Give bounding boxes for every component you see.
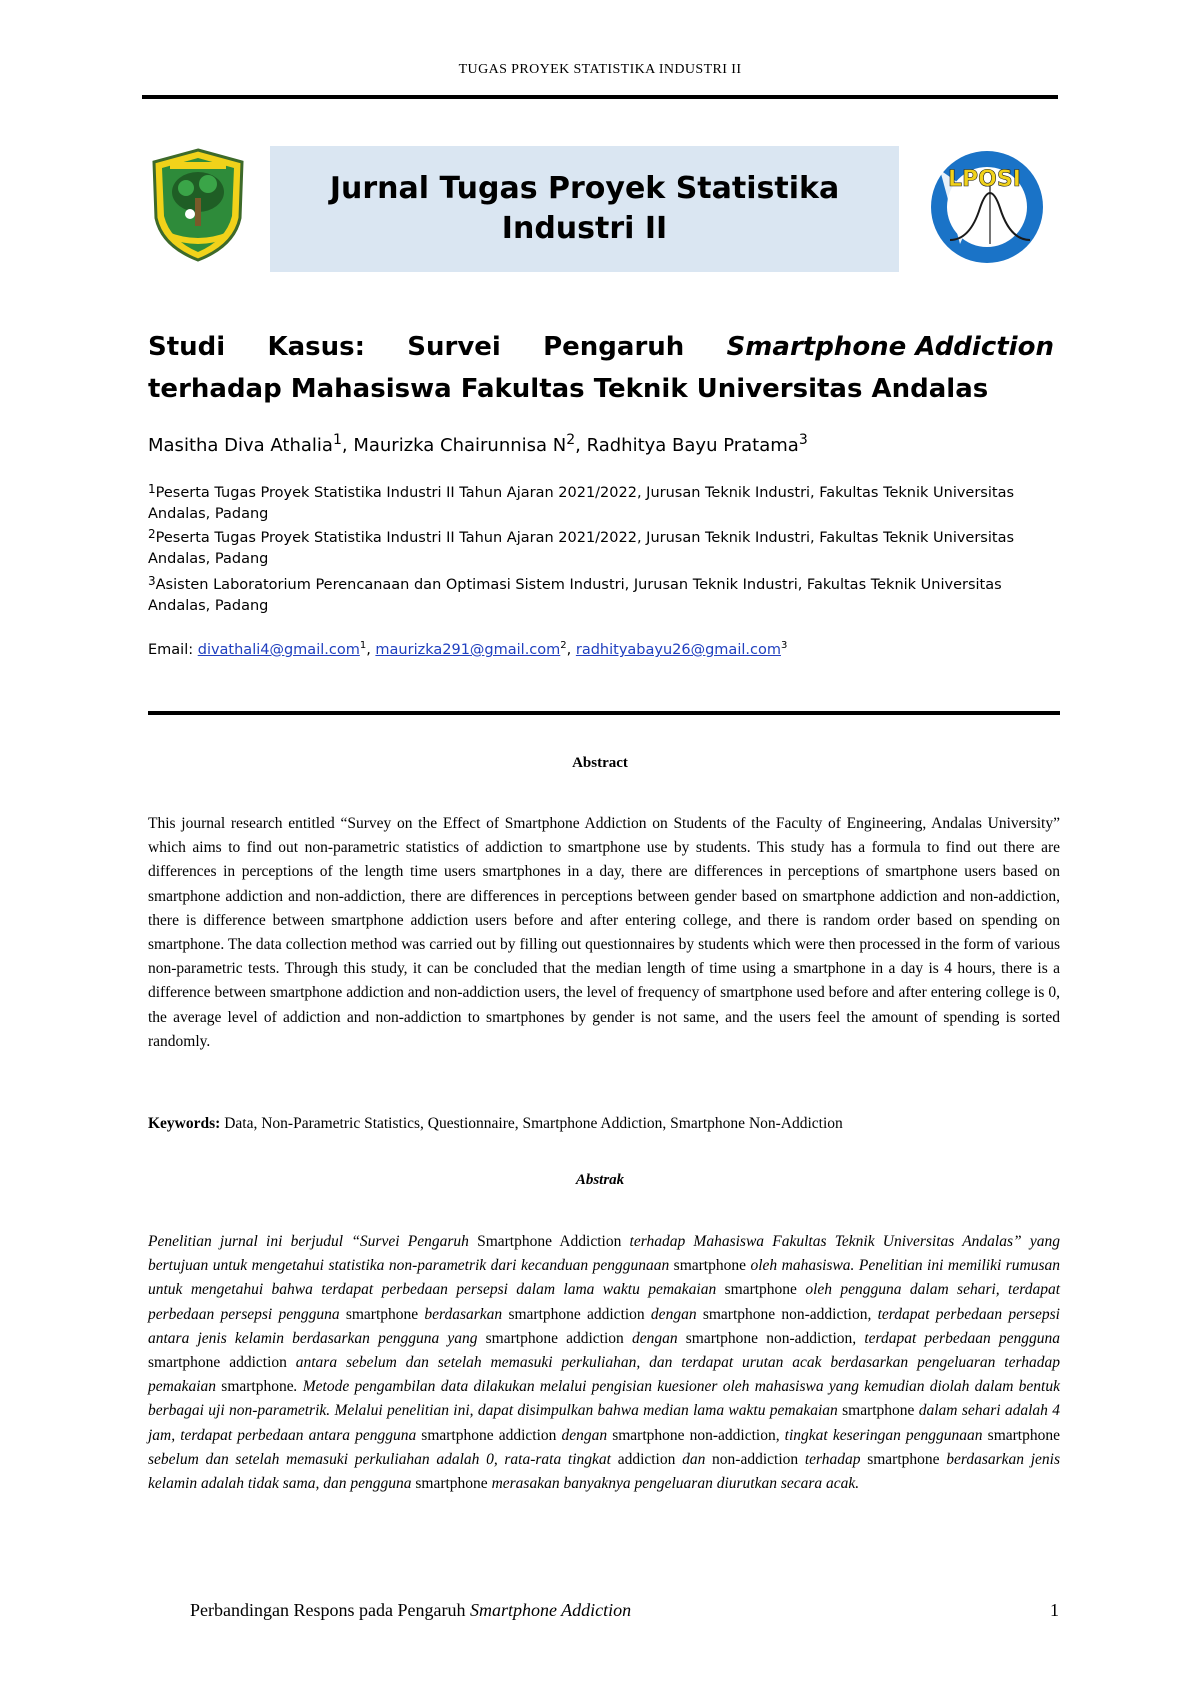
- abstrak-text: oleh pengguna dalam sehari, terdapat perbedaan persepsi pengguna: [148, 1281, 1060, 1323]
- email-link-1[interactable]: divathali4@gmail.com: [197, 641, 360, 658]
- abstrak-text: antara sebelum dan setelah memasuki perkuliahan, dan terdapat urutan acak berdasarkan pengeluaran terhadap pemakaian: [148, 1354, 1060, 1396]
- lposi-logo: [920, 148, 1054, 266]
- abstrak-term: smartphone non-addiction: [612, 1426, 776, 1444]
- abstrak-term: smartphone addiction: [508, 1305, 645, 1323]
- author-list: Masitha Diva Athalia$^1$, Maurizka Chairunnisa $N^2$, Radhitya Bayu Pratama$^3$: [148, 432, 808, 456]
- abstrak-text: , terdapat perbedaan pengguna: [852, 1329, 1061, 1347]
- abstrak-term: smartphone: [987, 1426, 1060, 1444]
- email-line: Email: divathali4@gmail.com$^1$, maurizka291@gmail.com$^2$, radhityabayu26@gmail.com$^3$: [148, 640, 788, 658]
- abstrak-text: dan: [675, 1450, 713, 1468]
- abstrak-text: dengan: [556, 1426, 613, 1444]
- abstrak-text: terhadap: [798, 1450, 868, 1468]
- abstrak-text: dengan: [644, 1305, 703, 1323]
- abstrak-term: smartphone: [724, 1281, 797, 1299]
- section-rule: [148, 711, 1060, 715]
- abstrak-text: berdasarkan: [418, 1305, 509, 1323]
- page-number: 1: [1050, 1600, 1059, 1620]
- abstrak-text: dalam sehari adalah 4 jam, terdapat perbedaan antara pengguna: [148, 1402, 1061, 1444]
- footer-text: Perbandingan Respons pada Pengaruh Smartphone Addiction: [190, 1600, 632, 1620]
- abstrak-text: Penelitian jurnal ini berjudul “Survei Pengaruh: [148, 1233, 478, 1250]
- affiliation-3: $^3$Asisten Laboratorium Perencanaan dan Optimasi Sistem Industri, Jurusan Teknik Industri, Fakultas Teknik Universitas Andalas, Padang: [148, 574, 1002, 614]
- header-rule: [142, 95, 1058, 99]
- abstract-heading: Abstract: [572, 755, 628, 771]
- abstrak-text: , terdapat perbedaan persepsi antara jenis kelamin berdasarkan pengguna yang: [148, 1305, 1060, 1347]
- abstrak-term: non-addiction: [712, 1450, 799, 1468]
- abstrak-term: smartphone: [221, 1378, 294, 1396]
- affiliation-1: $^1$Peserta Tugas Proyek Statistika Industri II Tahun Ajaran 2021/2022, Jurusan Teknik Industri, Fakultas Teknik Universitas Andalas, Padang: [148, 482, 1015, 522]
- svg-text:LPOSI: LPOSI: [948, 167, 1021, 192]
- email-link-2[interactable]: maurizka291@gmail.com: [375, 641, 561, 658]
- abstrak-term: smartphone: [415, 1475, 488, 1493]
- abstrak-text: berdasarkan jenis kelamin adalah tidak sama, dan pengguna: [148, 1450, 1060, 1493]
- abstrak-term: smartphone addiction: [421, 1426, 557, 1444]
- abstrak-text: merasakan banyaknya pengeluaran diurutkan secara acak.: [487, 1475, 860, 1493]
- abstrak-text: , tingkat keseringan penggunaan: [775, 1426, 988, 1444]
- running-header: TUGAS PROYEK STATISTIKA INDUSTRI II: [458, 62, 742, 77]
- abstrak-term: smartphone addiction: [148, 1354, 287, 1372]
- abstrak-term: smartphone addiction: [485, 1329, 624, 1347]
- abstrak-term: smartphone: [842, 1402, 915, 1420]
- abstrak-term: addiction: [617, 1450, 676, 1468]
- abstrak-text: dengan: [623, 1329, 686, 1347]
- keywords-line: Keywords: Data, Non-Parametric Statistics, Questionnaire, Smartphone Addiction, Smartphone Non-Addiction: [148, 1115, 843, 1132]
- journal-title-box: [270, 146, 899, 272]
- abstrak-text: oleh mahasiswa. Penelitian ini memiliki rumusan untuk mengetahui bahwa terdapat perbedaan persepsi dalam lama waktu pemakaian: [148, 1257, 1060, 1299]
- abstrak-term: smartphone non-addiction: [685, 1329, 853, 1347]
- email-link-3[interactable]: radhityabayu26@gmail.com: [575, 641, 781, 658]
- abstrak-heading: Abstrak: [575, 1172, 625, 1188]
- abstrak-text: sebelum dan setelah memasuki perkuliahan adalah 0, rata-rata tingkat: [148, 1450, 618, 1468]
- affiliation-2: $^2$Peserta Tugas Proyek Statistika Industri II Tahun Ajaran 2021/2022, Jurusan Teknik Industri, Fakultas Teknik Universitas Andalas, Padang: [148, 527, 1015, 567]
- university-seal-logo: [150, 148, 246, 262]
- paper-title-line-1: Studi Kasus: Survei Pengaruh Smartphone Addiction: [148, 332, 1054, 362]
- abstract-body: This journal research entitled “Survey on the Effect of Smartphone Addiction on Students of the Faculty of Engineering, Andalas University” which aims to find out non-parametric statistics of addiction to smartphone use by students. This study has a formula to find out there are differences in perceptions of the length time users smartphones in a day, there are differences in perceptions of smartphone users based on smartphone addiction and non-addiction, there are differences in perceptions between gender based on smartphone addiction and non-addiction, there is difference between smartphone addiction users before and after entering college, and there is random order based on spending on smartphone. The data collection method was carried out by filling out questionnaires by students which were then processed in the form of various non-parametric tests. Through this study, it can be concluded that the median length of time using a smartphone in a day is 4 hours, there is a difference between smartphone addiction and non-addiction users, the level of frequency of smartphone used before and after entering college is 0, the average level of addiction and non-addiction to smartphones by gender is not same, and the users feel the amount of spending is sorted randomly.: [148, 815, 1060, 1050]
- paper-title: [148, 326, 1054, 410]
- abstrak-text: . Metode pengambilan data dilakukan melalui pengisian kuesioner oleh mahasiswa yang kemudian diolah dalam bentuk berbagai uji non-parametrik. Melalui penelitian ini, dapat disimpulkan bahwa median lama waktu pemakaian: [148, 1378, 1060, 1420]
- paper-title-line-2: terhadap Mahasiswa Fakultas Teknik Universitas Andalas: [148, 374, 989, 404]
- abstrak-term: Smartphone Addiction: [477, 1233, 622, 1250]
- abstrak-text: terhadap Mahasiswa Fakultas Teknik Universitas Andalas” yang bertujuan untuk mengetahui statistika non-parametrik dari kecanduan penggunaan: [148, 1233, 1060, 1275]
- abstrak-term: smartphone: [345, 1305, 419, 1323]
- abstrak-term: smartphone: [673, 1257, 746, 1275]
- journal-title: Jurnal Tugas Proyek Statistika Industri II: [329, 171, 840, 246]
- abstrak-term: smartphone non-addiction: [702, 1305, 868, 1323]
- abstrak-term: smartphone: [867, 1450, 940, 1468]
- abstrak-body: [148, 1230, 1060, 1496]
